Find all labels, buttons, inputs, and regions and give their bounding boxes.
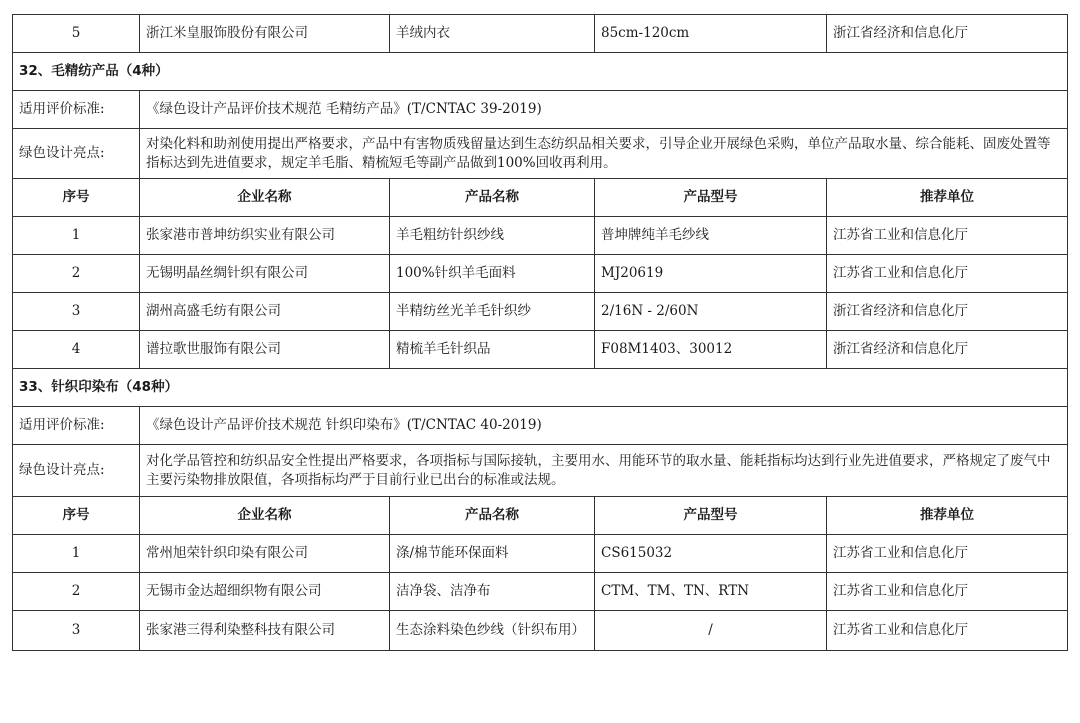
company-name: 浙江米皇服饰股份有限公司 [140, 15, 390, 53]
header-unit: 推荐单位 [827, 497, 1068, 535]
row-number: 2 [13, 255, 140, 293]
header-product: 产品名称 [390, 497, 595, 535]
company-name: 常州旭荣针织印染有限公司 [140, 535, 390, 573]
recommending-unit: 江苏省工业和信息化厅 [827, 611, 1068, 651]
section-title-row [13, 53, 1068, 91]
table-header-row [13, 179, 1068, 217]
company-name: 无锡明晶丝绸针织有限公司 [140, 255, 390, 293]
highlight-row [13, 129, 1068, 179]
table-header-row [13, 497, 1068, 535]
standard-value: 《绿色设计产品评价技术规范 针织印染布》(T/CNTAC 40-2019) [140, 407, 1068, 445]
row-number: 5 [13, 15, 140, 53]
product-name: 洁净袋、洁净布 [390, 573, 595, 611]
product-name: 涤/棉节能环保面料 [390, 535, 595, 573]
recommending-unit: 江苏省工业和信息化厅 [827, 217, 1068, 255]
row-number: 1 [13, 217, 140, 255]
product-model: / [595, 611, 827, 651]
row-number: 4 [13, 331, 140, 369]
product-name: 羊毛粗纺针织纱线 [390, 217, 595, 255]
standard-label: 适用评价标准: [13, 407, 140, 445]
company-name: 张家港三得利染整科技有限公司 [140, 611, 390, 651]
recommending-unit: 江苏省工业和信息化厅 [827, 573, 1068, 611]
table-row [13, 217, 1068, 255]
product-table [12, 14, 1068, 651]
product-name: 精梳羊毛针织品 [390, 331, 595, 369]
recommending-unit: 江苏省工业和信息化厅 [827, 535, 1068, 573]
table-row [13, 255, 1068, 293]
standard-row [13, 407, 1068, 445]
product-model: 2/16N - 2/60N [595, 293, 827, 331]
company-name: 谱拉歌世服饰有限公司 [140, 331, 390, 369]
product-model: MJ20619 [595, 255, 827, 293]
row-number: 3 [13, 293, 140, 331]
table-row [13, 15, 1068, 53]
header-product: 产品名称 [390, 179, 595, 217]
company-name: 无锡市金达超细织物有限公司 [140, 573, 390, 611]
section-title: 33、针织印染布（48种） [13, 369, 1068, 407]
product-name: 100%针织羊毛面料 [390, 255, 595, 293]
product-model: 普坤牌纯羊毛纱线 [595, 217, 827, 255]
header-model: 产品型号 [595, 497, 827, 535]
product-name: 半精纺丝光羊毛针织纱 [390, 293, 595, 331]
recommending-unit: 浙江省经济和信息化厅 [827, 15, 1068, 53]
header-no: 序号 [13, 497, 140, 535]
table-row [13, 611, 1068, 651]
standard-value: 《绿色设计产品评价技术规范 毛精纺产品》(T/CNTAC 39-2019) [140, 91, 1068, 129]
highlight-value: 对化学品管控和纺织品安全性提出严格要求，各项指标与国际接轨，主要用水、用能环节的取水量、能耗指标均达到行业先进值要求，严格规定了废气中主要污染物排放限值，各项指标均严于目前行业已出台的标准或法规。 [140, 445, 1068, 497]
table-row [13, 331, 1068, 369]
row-number: 1 [13, 535, 140, 573]
section-title-row [13, 369, 1068, 407]
table-row [13, 573, 1068, 611]
table-row [13, 293, 1068, 331]
product-model: 85cm-120cm [595, 15, 827, 53]
highlight-value: 对染化料和助剂使用提出严格要求，产品中有害物质残留量达到生态纺织品相关要求，引导企业开展绿色采购，单位产品取水量、综合能耗、固废处置等指标达到先进值要求，规定羊毛脂、精梳短毛等副产品做到100%回收再利用。 [140, 129, 1068, 179]
company-name: 张家港市普坤纺织实业有限公司 [140, 217, 390, 255]
section-title: 32、毛精纺产品（4种） [13, 53, 1068, 91]
product-name: 羊绒内衣 [390, 15, 595, 53]
recommending-unit: 浙江省经济和信息化厅 [827, 331, 1068, 369]
header-unit: 推荐单位 [827, 179, 1068, 217]
header-no: 序号 [13, 179, 140, 217]
product-model: CS615032 [595, 535, 827, 573]
recommending-unit: 江苏省工业和信息化厅 [827, 255, 1068, 293]
highlight-row [13, 445, 1068, 497]
product-model: F08M1403、30012 [595, 331, 827, 369]
standard-row [13, 91, 1068, 129]
header-company: 企业名称 [140, 179, 390, 217]
recommending-unit: 浙江省经济和信息化厅 [827, 293, 1068, 331]
row-number: 3 [13, 611, 140, 651]
header-model: 产品型号 [595, 179, 827, 217]
standard-label: 适用评价标准: [13, 91, 140, 129]
company-name: 湖州高盛毛纺有限公司 [140, 293, 390, 331]
table-row [13, 535, 1068, 573]
highlight-label: 绿色设计亮点: [13, 129, 140, 179]
product-model: CTM、TM、TN、RTN [595, 573, 827, 611]
header-company: 企业名称 [140, 497, 390, 535]
row-number: 2 [13, 573, 140, 611]
highlight-label: 绿色设计亮点: [13, 445, 140, 497]
product-name: 生态涂料染色纱线（针织布用） [390, 611, 595, 651]
